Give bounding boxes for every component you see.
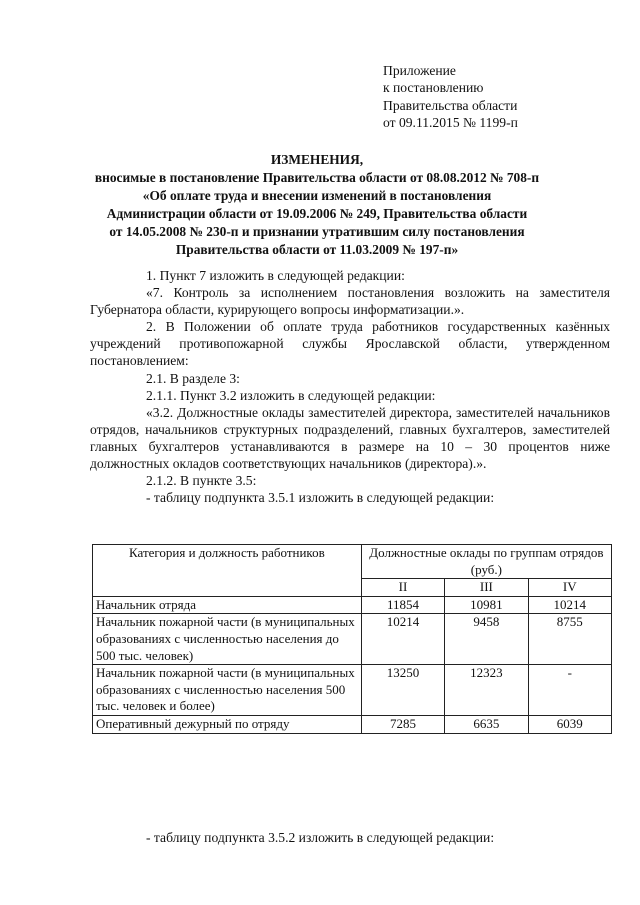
row-value: 9458 <box>445 614 528 665</box>
row-value: 7285 <box>361 715 444 733</box>
row-value: 10981 <box>445 596 528 614</box>
row-value: 6039 <box>528 715 611 733</box>
paragraph-2: «7. Контроль за исполнением постановления возложить на заместителя Губернатора области, курирующего вопросы информатизации.». <box>90 285 610 318</box>
paragraph-5: 2.1.1. Пункт 3.2 изложить в следующей редакции: <box>146 387 436 403</box>
appendix-line: от 09.11.2015 № 1199-п <box>383 114 518 130</box>
document-heading <box>90 151 544 259</box>
row-value: 10214 <box>528 596 611 614</box>
salary-table <box>92 544 612 734</box>
table-row <box>93 596 612 614</box>
paragraph-6: «3.2. Должностные оклады заместителей директора, заместителей начальников отрядов, начальников структурных подразделений, главных бухгалтеров, заместителей главных бухгалтеров устанавливаются в размере на 10 – 30 процентов ниже должностных окладов соответствующих начальников (директора).». <box>90 404 610 472</box>
table-row <box>93 715 612 733</box>
appendix-block <box>383 62 518 131</box>
header-group: III <box>445 579 528 597</box>
table-row <box>93 614 612 665</box>
row-value: 11854 <box>361 596 444 614</box>
row-name: Оперативный дежурный по отряду <box>93 715 362 733</box>
paragraph-4: 2.1. В разделе 3: <box>146 370 240 386</box>
paragraph-3: 2. В Положении об оплате труда работников государственных казённых учреждений противопожарной службы Ярославской области, утвержденном постановлением: <box>90 319 610 369</box>
heading-title: ИЗМЕНЕНИЯ, <box>270 152 364 167</box>
heading-line: от 14.05.2008 № 230-п и признании утратившим силу постановления <box>109 224 525 239</box>
heading-line: Администрации области от 19.09.2006 № 249, Правительства области <box>106 206 528 221</box>
document-body <box>90 267 610 506</box>
appendix-line: Правительства области <box>383 97 518 113</box>
row-value: 8755 <box>528 614 611 665</box>
header-group: II <box>361 579 444 597</box>
row-name: Начальник пожарной части (в муниципальных образованиях с численностью населения 500 тыс. человек и более) <box>93 665 362 716</box>
table-header-row <box>93 545 612 579</box>
paragraph-8: - таблицу подпункта 3.5.1 изложить в следующей редакции: <box>146 490 495 506</box>
appendix-line: к постановлению <box>383 80 484 96</box>
row-name: Начальник отряда <box>93 596 362 614</box>
table-row <box>93 665 612 716</box>
row-value: - <box>528 665 611 716</box>
paragraph-7: 2.1.2. В пункте 3.5: <box>146 473 257 489</box>
row-value: 6635 <box>445 715 528 733</box>
row-value: 12323 <box>445 665 528 716</box>
row-value: 10214 <box>361 614 444 665</box>
paragraph-1: 1. Пункт 7 изложить в следующей редакции: <box>146 268 405 283</box>
heading-line: Правительства области от 11.03.2009 № 197-п» <box>175 242 459 257</box>
paragraph-9: - таблицу подпункта 3.5.2 изложить в следующей редакции: <box>146 830 495 845</box>
appendix-line: Приложение <box>383 63 456 78</box>
heading-line: «Об оплате труда и внесении изменений в постановления <box>142 188 492 203</box>
header-salaries: Должностные оклады по группам отрядов (руб.) <box>361 545 611 579</box>
header-category: Категория и должность работников <box>93 545 362 597</box>
heading-line: вносимые в постановление Правительства области от 08.08.2012 № 708-п <box>94 170 540 185</box>
row-value: 13250 <box>361 665 444 716</box>
row-name: Начальник пожарной части (в муниципальных образованиях с численностью населения до 500 тыс. человек) <box>93 614 362 665</box>
header-group: IV <box>528 579 611 597</box>
